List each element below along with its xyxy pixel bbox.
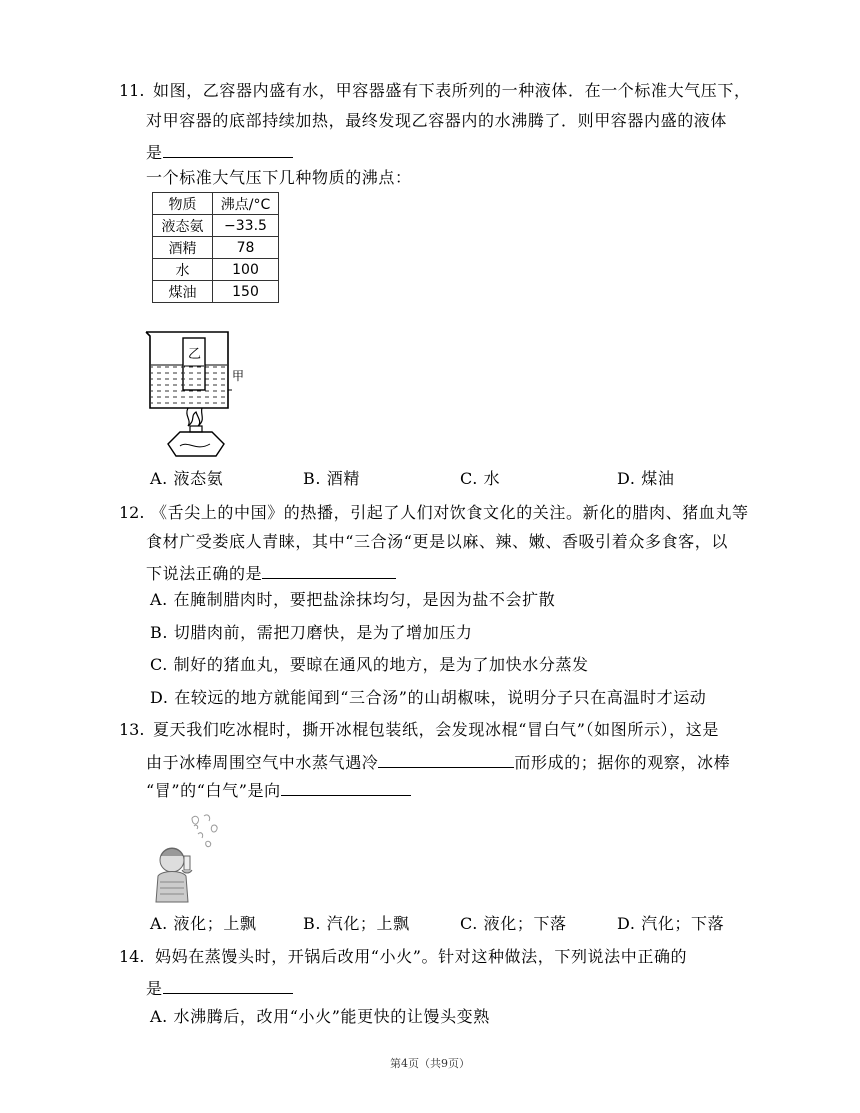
q13-option-c[interactable]: C. 液化；下落 <box>460 914 567 933</box>
q13-answer-blank-1[interactable] <box>378 749 514 768</box>
q11-option-c[interactable]: C. 水 <box>460 469 501 488</box>
table-cell: 100 <box>213 259 279 281</box>
table-row <box>153 281 279 303</box>
q12-option-d[interactable]: D. 在较远的地方就能闻到“三合汤”的山胡椒味，说明分子只在高温时才运动 <box>150 688 707 707</box>
q14-line2 <box>146 975 293 1000</box>
q11-line3-text: 是 <box>146 143 163 162</box>
table-header-cell: 物质 <box>153 193 213 215</box>
q12-option-a[interactable]: A. 在腌制腊肉时，要把盐涂抹均匀，是因为盐不会扩散 <box>150 590 556 609</box>
table-cell: −33.5 <box>213 215 279 237</box>
q12-line3-text: 下说法正确的是 <box>146 564 263 583</box>
q13-line2-text-a: 由于冰棒周围空气中水蒸气遇冷 <box>146 753 379 772</box>
q14-option-a[interactable]: A. 水沸腾后，改用“小火”能更快的让馒头变熟 <box>150 1007 490 1026</box>
q11-line2: 对甲容器的底部持续加热，最终发现乙容器内的水沸腾了．则甲容器内盛的液体 <box>146 111 728 130</box>
q13-answer-blank-2[interactable] <box>281 777 411 796</box>
alcohol-lamp-icon <box>168 432 224 456</box>
q13-line2-text-b: 而形成的；据你的观察，冰棒 <box>514 753 731 772</box>
beaker-heating-figure <box>140 328 260 460</box>
q12-answer-blank[interactable] <box>262 560 396 579</box>
table-cell: 78 <box>213 237 279 259</box>
table-header-cell: 沸点/°C <box>213 193 279 215</box>
q11-options <box>0 468 860 490</box>
flame-icon <box>187 408 202 426</box>
q12-line3 <box>146 560 396 585</box>
table-cell: 150 <box>213 281 279 303</box>
ice-pop-figure <box>146 812 242 904</box>
q13-option-a[interactable]: A. 液化；上飘 <box>150 914 257 933</box>
boiling-point-table <box>152 192 279 303</box>
table-header-row <box>153 193 279 215</box>
q13-option-b[interactable]: B. 汽化；上飘 <box>303 914 410 933</box>
q11-option-a[interactable]: A. 液态氨 <box>150 469 224 488</box>
label-jia: 甲 <box>232 369 245 383</box>
q11-option-d[interactable]: D. 煤油 <box>617 469 675 488</box>
q11-option-b[interactable]: B. 酒精 <box>303 469 360 488</box>
q13-line3-text: “冒”的“白气”是向 <box>146 781 281 800</box>
q14-line2-text: 是 <box>146 979 163 998</box>
table-cell: 酒精 <box>153 237 213 259</box>
ice-pop-icon <box>184 856 190 870</box>
q11-table-title: 一个标准大气压下几种物质的沸点： <box>146 168 412 187</box>
white-steam-icon <box>192 815 217 847</box>
child-body <box>156 872 188 903</box>
table-cell: 水 <box>153 259 213 281</box>
q11-line1: 如图，乙容器内盛有水，甲容器盛有下表所列的一种液体．在一个标准大气压下， <box>153 81 751 100</box>
q12-option-c[interactable]: C. 制好的猪血丸，要晾在通风的地方，是为了加快水分蒸发 <box>150 655 589 674</box>
table-cell: 液态氨 <box>153 215 213 237</box>
q11-number: 11. <box>119 81 145 100</box>
q12-number: 12. <box>119 503 145 522</box>
table-row <box>153 237 279 259</box>
table-row <box>153 215 279 237</box>
q13-line2 <box>146 749 730 774</box>
q12-line1: 《舌尖上的中国》的热播，引起了人们对饮食文化的关注。新化的腊肉、猪血丸等 <box>151 503 749 522</box>
q13-options <box>0 913 860 935</box>
q12-line2: 食材广受娄底人青睐，其中“三合汤“更是以麻、辣、嫩、香吸引着众多食客，以 <box>146 532 728 551</box>
q11-line3 <box>146 139 293 164</box>
table-row <box>153 259 279 281</box>
q13-number: 13. <box>119 720 145 739</box>
q13-line3 <box>146 777 411 802</box>
q12-option-b[interactable]: B. 切腊肉前，需把刀磨快，是为了增加压力 <box>150 623 473 642</box>
table-cell: 煤油 <box>153 281 213 303</box>
page-footer: 第4页（共9页） <box>390 1057 470 1070</box>
q13-line1: 夏天我们吃冰棍时，撕开冰棍包装纸，会发现冰棍“冒白气”（如图所示），这是 <box>153 720 719 739</box>
q13-option-d[interactable]: D. 汽化；下落 <box>617 914 725 933</box>
q14-line1: 妈妈在蒸馒头时，开锅后改用“小火”。针对这种做法，下列说法中正确的 <box>155 947 688 966</box>
q14-number: 14. <box>119 947 145 966</box>
label-yi: 乙 <box>188 347 202 362</box>
q11-answer-blank[interactable] <box>163 139 293 158</box>
q14-answer-blank[interactable] <box>163 975 293 994</box>
